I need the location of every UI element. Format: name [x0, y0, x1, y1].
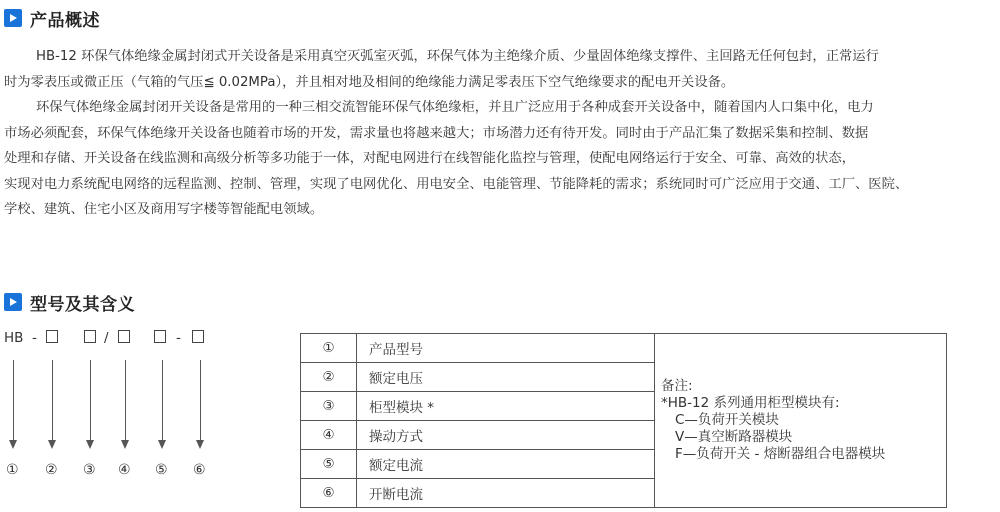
- note-item: F—负荷开关 - 熔断器组合电器模块: [675, 446, 886, 462]
- model-title: 型号及其含义: [30, 294, 135, 315]
- code-box: [118, 330, 130, 346]
- model-header: [4, 290, 135, 314]
- note-item: C—负荷开关模块: [675, 412, 779, 428]
- code-slash: /: [104, 330, 109, 346]
- code-separator: -: [32, 330, 37, 346]
- note-item: V—真空断路器模块: [675, 429, 793, 445]
- row-label: 开断电流: [357, 479, 655, 508]
- code-box: [192, 330, 204, 346]
- paragraph-line: HB-12 环保气体绝缘金属封闭式开关设备是采用真空灭弧室灭弧，环保气体为主绝缘介质、少量固体绝缘支撑件、主回路无任何包封，正常运行: [36, 49, 879, 64]
- code-number: ⑥: [193, 462, 206, 478]
- paragraph-line: 时为零表压或微正压（气箱的气压≦ 0.02MPa），并且相对地及相间的绝缘能力满足零表压下空气绝缘要求的配电开关设备。: [4, 74, 735, 90]
- paragraph-line: 市场必须配套，环保气体绝缘开关设备也随着市场的开发，需求量也将越来越大；市场潜力还有待开发。同时由于产品汇集了数据采集和控制、数据: [4, 125, 869, 141]
- code-box: [84, 330, 96, 346]
- table-row: [301, 334, 947, 363]
- paragraph-line: 学校、建筑、住宅小区及商用写字楼等智能配电领域。: [4, 202, 324, 217]
- code-separator: -: [176, 330, 181, 346]
- note-title: 备注:: [661, 378, 693, 394]
- code-box: [46, 330, 58, 346]
- row-number: ①: [301, 334, 357, 363]
- paragraph-line: 环保气体绝缘金属封闭开关设备是常用的一种三相交流智能环保气体绝缘柜，并且广泛应用于各种成套开关设备中，随着国内人口集中化，电力: [36, 100, 874, 115]
- note-cell: [655, 334, 947, 508]
- overview-title: 产品概述: [30, 10, 100, 31]
- paragraph-line: 处理和存储、开关设备在线监测和高级分析等多功能于一体，对配电网进行在线智能化监控与管理，使配电网络运行于安全、可靠、高效的状态，: [4, 151, 855, 166]
- row-label: 额定电压: [357, 363, 655, 392]
- overview-paragraph-2: [4, 95, 998, 223]
- row-label: 产品型号: [357, 334, 655, 363]
- code-number: ①: [6, 462, 19, 478]
- overview-header: [4, 6, 100, 30]
- note-intro: *HB-12 系列通用柜型模块有:: [661, 395, 840, 411]
- code-box: [154, 330, 166, 346]
- row-label: 额定电流: [357, 450, 655, 479]
- row-number: ⑥: [301, 479, 357, 508]
- code-number: ④: [118, 462, 131, 478]
- row-number: ④: [301, 421, 357, 450]
- code-prefix: HB: [4, 330, 24, 346]
- play-arrow-icon: [4, 9, 22, 27]
- row-label: 柜型模块 *: [357, 392, 655, 421]
- paragraph-line: 实现对电力系统配电网络的远程监测、控制、管理，实现了电网优化、用电安全、电能管理、节能降耗的需求；系统同时可广泛应用于交通、工厂、医院、: [4, 176, 909, 192]
- row-number: ③: [301, 392, 357, 421]
- row-number: ②: [301, 363, 357, 392]
- code-number: ⑤: [155, 462, 168, 478]
- code-number: ②: [45, 462, 58, 478]
- play-arrow-icon: [4, 293, 22, 311]
- row-number: ⑤: [301, 450, 357, 479]
- code-number: ③: [83, 462, 96, 478]
- row-label: 操动方式: [357, 421, 655, 450]
- overview-paragraph-1: [4, 44, 998, 95]
- model-spec-table: [300, 333, 947, 508]
